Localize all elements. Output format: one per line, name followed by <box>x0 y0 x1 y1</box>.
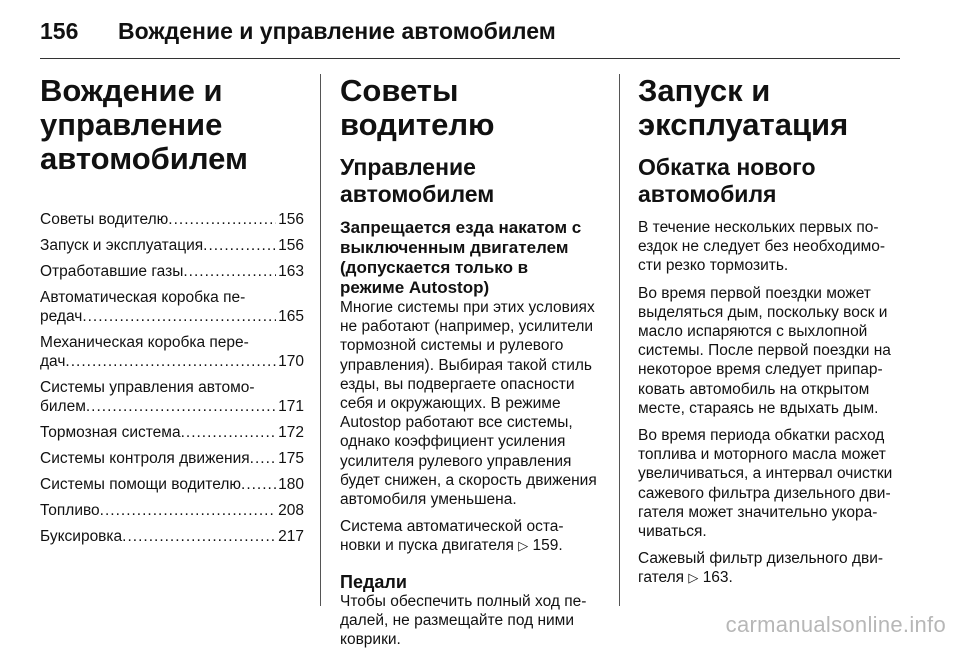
toc-entry-label: Системы помощи водителю <box>40 476 242 493</box>
toc-entry-label: редач <box>40 308 83 325</box>
toc-entry[interactable] <box>40 527 304 546</box>
toc-entry[interactable] <box>40 333 304 371</box>
column-divider <box>619 74 620 606</box>
toc-entry-label: Системы контроля движения <box>40 450 250 467</box>
paragraph-line: себя и окружающих. В режиме <box>340 395 561 413</box>
toc-entry-line <box>40 262 304 281</box>
toc-entry[interactable] <box>40 262 304 281</box>
toc-entry-line <box>40 307 304 326</box>
toc-entry-label: дач <box>40 353 66 370</box>
paragraph-line: управления). Выбирая такой стиль <box>340 356 592 374</box>
paragraph-line: сти резко тормозить. <box>638 257 789 275</box>
toc-leader-dots <box>181 423 277 442</box>
paragraph-filter-ref <box>638 549 904 587</box>
paragraph-braking <box>638 218 904 276</box>
header-title: Вождение и управление автомобилем <box>118 17 556 44</box>
paragraph-line: тормозной системы и рулевого <box>340 337 564 355</box>
paragraph-line: усилителя рулевого управления <box>340 452 572 470</box>
toc-entry-label: Тормозная система <box>40 424 181 441</box>
column-driving-tips <box>340 74 606 657</box>
section-title: Советы водителю <box>340 73 495 142</box>
page-ref-arrow-icon: ▷ <box>518 538 529 554</box>
toc-entry[interactable] <box>40 210 304 229</box>
paragraph-line: будет снижен, а скорость движения <box>340 471 597 489</box>
toc-entry-label: билем <box>40 398 86 415</box>
toc-page-number: 171 <box>278 398 304 415</box>
toc-entry-line <box>40 501 304 520</box>
paragraph-autostop-ref <box>340 517 606 555</box>
subsection-title-line: автомобиля <box>638 181 777 207</box>
toc-leader-dots <box>203 236 276 255</box>
toc-entry-line <box>40 236 304 255</box>
toc-page-number: 175 <box>278 450 304 467</box>
paragraph-line: автомобиля уменьшена. <box>340 491 517 509</box>
paragraph-line: гателя может значительно укора- <box>638 503 878 521</box>
paragraph-line: масло испаряются с выхлопной <box>638 323 868 341</box>
paragraph-line: Сажевый фильтр дизельного дви- <box>638 550 884 568</box>
toc-leader-dots <box>241 475 276 494</box>
toc-entry-line <box>40 423 304 442</box>
toc-entry-line <box>40 352 304 371</box>
paragraph-line: не работают (например, усилители <box>340 318 594 336</box>
section-title: Запуск и эксплуатация <box>638 73 849 142</box>
paragraph-pedals <box>340 592 606 650</box>
chapter-title-line: автомобилем <box>40 141 248 176</box>
paragraph-line: выделяться дым, поскольку воск и <box>638 303 888 321</box>
paragraph-line: ездок не следует без необходимо- <box>638 238 886 256</box>
chapter-title-line: управление <box>40 107 223 142</box>
subsection-title-line: автомобилем <box>340 181 495 207</box>
header-rule <box>40 58 900 59</box>
topic-title-coasting <box>340 218 606 298</box>
paragraph-line: Во время периода обкатки расход <box>638 427 885 445</box>
toc-page-number: 165 <box>278 308 304 325</box>
toc-entry-label: Советы водителю <box>40 211 169 228</box>
topic-title-line: выключенным двигателем <box>340 238 569 257</box>
toc-entry-label: Автоматическая коробка пе- <box>40 289 246 306</box>
page-header <box>40 10 900 52</box>
paragraph-line: чиваться. <box>638 523 707 541</box>
paragraph-text: новки и пуска двигателя <box>340 537 514 555</box>
paragraph-line: Во время первой поездки может <box>638 284 871 302</box>
page-ref-link[interactable]: 159. <box>532 537 563 555</box>
page-ref-arrow-icon: ▷ <box>688 570 699 586</box>
toc-entry-label: Буксировка <box>40 528 123 545</box>
paragraph-line: коврики. <box>340 631 401 649</box>
page-number: 156 <box>40 17 79 44</box>
toc-entry[interactable] <box>40 423 304 442</box>
topic-title-line: (допускается только в <box>340 258 529 277</box>
paragraph-line: Система автоматической оста- <box>340 518 564 536</box>
toc-entry-label: Запуск и эксплуатация <box>40 237 204 254</box>
toc-entry[interactable] <box>40 236 304 255</box>
page-ref-link[interactable]: 163. <box>702 569 733 587</box>
toc-leader-dots <box>82 307 276 326</box>
paragraph-coasting <box>340 298 606 509</box>
toc-entry[interactable] <box>40 501 304 520</box>
toc-leader-dots <box>122 527 276 546</box>
toc-entry-line <box>40 397 304 416</box>
toc-page-number: 156 <box>278 211 304 228</box>
toc-entry[interactable] <box>40 449 304 468</box>
toc-leader-dots <box>250 449 276 468</box>
column-starting <box>638 74 904 596</box>
paragraph-line: однако коэффициент усиления <box>340 433 566 451</box>
subsection-title-line: Обкатка нового <box>638 154 816 180</box>
paragraph-text: гателя <box>638 569 685 587</box>
toc-entry-line <box>40 449 304 468</box>
paragraph-line: Многие системы при этих условиях <box>340 299 595 316</box>
toc-leader-dots <box>65 352 276 371</box>
toc-entry-line <box>40 475 304 494</box>
toc-leader-dots <box>168 210 276 229</box>
paragraph-fuel <box>638 426 904 541</box>
paragraph-line: Autostop работают все системы, <box>340 414 573 432</box>
column-divider <box>320 74 321 606</box>
toc-leader-dots <box>100 501 276 520</box>
paragraph-line: системы. После первой поездки на <box>638 342 891 360</box>
toc-entry[interactable] <box>40 288 304 326</box>
toc-entry[interactable] <box>40 475 304 494</box>
toc-page-number: 217 <box>278 528 304 545</box>
toc-page-number: 180 <box>278 476 304 493</box>
paragraph-line: ковать автомобиль на открытом <box>638 380 870 398</box>
toc-entry-label: Механическая коробка пере- <box>40 334 249 351</box>
paragraph-line: Чтобы обеспечить полный ход пе- <box>340 592 587 610</box>
paragraph-line: далей, не размещайте под ними <box>340 611 574 629</box>
paragraph-line: месте, стараясь не вдыхать дым. <box>638 399 879 417</box>
toc-page-number: 163 <box>278 263 304 280</box>
toc-entry-line <box>40 527 304 546</box>
topic-title-line: Запрещается езда накатом с <box>340 218 582 237</box>
paragraph-line: сажевого фильтра дизельного дви- <box>638 484 891 502</box>
watermark: carmanualsonline.info <box>725 612 946 637</box>
paragraph-smoke <box>638 284 904 418</box>
toc-page-number: 208 <box>278 502 304 519</box>
paragraph-line: увеличиваться, а интервал очистки <box>638 465 893 483</box>
paragraph-line: некоторое время следует припар- <box>638 361 883 379</box>
paragraph-line: топлива и моторного масла может <box>638 446 886 464</box>
toc-page-number: 156 <box>278 237 304 254</box>
topic-title-line: режиме Autostop) <box>340 278 490 297</box>
toc-entry[interactable] <box>40 378 304 416</box>
toc-entry-line <box>40 210 304 229</box>
subsection-title-line: Управление <box>340 154 476 180</box>
chapter-title <box>40 74 304 176</box>
paragraph-line <box>638 568 904 587</box>
toc-leader-dots <box>183 262 276 281</box>
paragraph-line <box>340 536 606 555</box>
column-contents <box>40 74 304 553</box>
toc-page-number: 170 <box>278 353 304 370</box>
toc-page-number: 172 <box>278 424 304 441</box>
topic-title-pedals: Педали <box>340 571 407 592</box>
toc-entry-label: Топливо <box>40 502 100 519</box>
subsection-title <box>638 154 904 208</box>
toc-entry-label: Отработавшие газы <box>40 263 184 280</box>
chapter-title-line: Вождение и <box>40 73 223 108</box>
toc-entry-label: Системы управления автомо- <box>40 379 255 396</box>
table-of-contents <box>40 210 304 546</box>
paragraph-line: В течение нескольких первых по- <box>638 219 879 236</box>
toc-leader-dots <box>86 397 276 416</box>
paragraph-line: езды, вы подвергаете опасности <box>340 375 575 393</box>
subsection-title <box>340 154 606 208</box>
